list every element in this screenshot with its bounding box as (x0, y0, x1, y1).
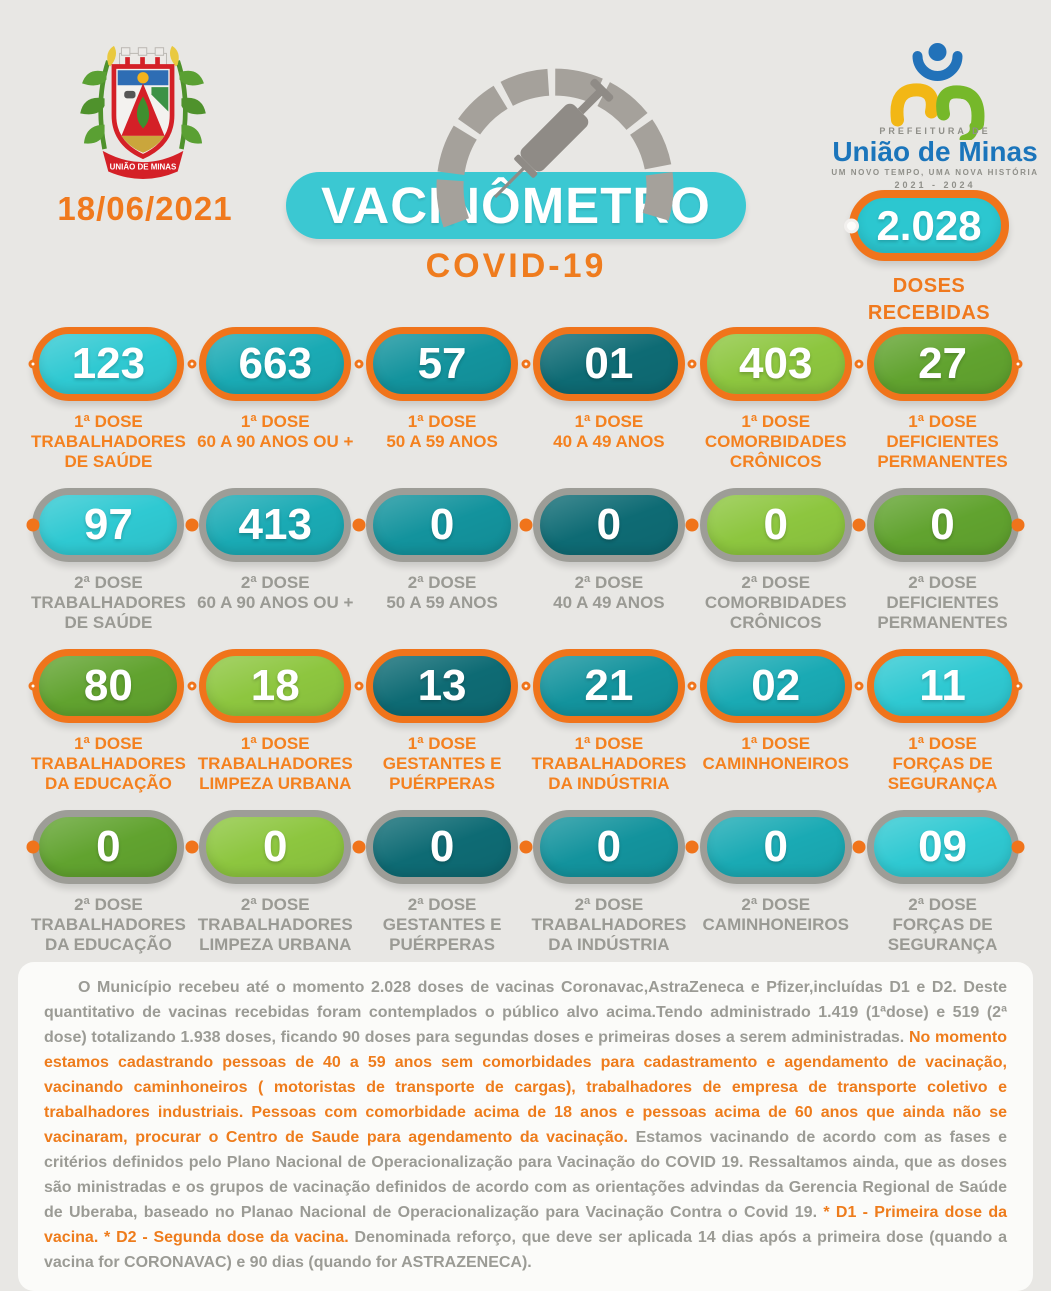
dose-cell (192, 488, 359, 633)
dose-label (358, 734, 526, 794)
dose-pill (32, 488, 184, 562)
dose-label (525, 412, 693, 452)
connector-dot (519, 841, 532, 854)
dose-value: 663 (238, 339, 312, 388)
dose-line: 1ª DOSE (407, 734, 477, 753)
dose-cell (359, 649, 526, 794)
dose-label (525, 895, 693, 955)
dose-pill (533, 488, 685, 562)
footer-segment: No momento estamos cadastrando pessoas de 40 a 59 anos sem comorbidades para cadastramento e agendamento de vacinação, vacinando caminhoneiros ( motoristas de transporte de cargas), trabalhadores de empresa de transporte coletivo e trabalhadores industriais. Pessoas com comorbidade acima de 18 anos e pessoas acima de 60 anos que ainda não se vacinaram, procurar o Centro de Saude para agendamento da vacinação. (44, 1029, 1007, 1146)
connector-dot (1014, 360, 1023, 369)
dose-line: 2ª DOSE (741, 895, 811, 914)
group-line: COMORBIDADES CRÔNICOS (704, 593, 847, 633)
dose-label (859, 734, 1027, 794)
dose-cell (25, 488, 192, 633)
grid-row-cells (25, 810, 1026, 955)
connector-dot (855, 682, 864, 691)
dose-cell (25, 810, 192, 955)
dose-label (191, 895, 359, 955)
corn-stalk-left (80, 46, 116, 149)
connector-dot (521, 360, 530, 369)
dose-cell (192, 649, 359, 794)
dose-value: 0 (96, 822, 121, 871)
dose-label (859, 412, 1027, 472)
footer-segment: * D1 - Primeira dose da vacina. * D2 - Segunda dose da vacina. (44, 1204, 1007, 1246)
dose-pill (867, 327, 1019, 401)
logo-name: União de Minas (832, 136, 1038, 167)
gauge-icon (400, 32, 710, 237)
dose-cell (692, 327, 859, 472)
dose-cell (192, 327, 359, 472)
dose-cell (859, 327, 1026, 472)
prefeitura-logo-icon (845, 40, 1030, 140)
dose-label (191, 412, 359, 452)
dose-value: 21 (584, 661, 634, 710)
group-line: TRABALHADORES DE SAÚDE (30, 432, 186, 472)
group-line: DEFICIENTES PERMANENTES (877, 432, 1008, 472)
connector-dot (27, 519, 40, 532)
connector-dot (354, 360, 363, 369)
grid-row-cells (25, 649, 1026, 794)
dose-value: 09 (918, 822, 968, 871)
connector-dot (187, 682, 196, 691)
dose-value: 0 (262, 822, 288, 871)
dose-cell (525, 810, 692, 955)
dose-value: 0 (763, 500, 788, 549)
grid-row-cells (25, 327, 1026, 472)
footer-segment: Denominada reforço, que deve ser aplicada 14 dias após a primeira dose (quando a vacina for CORONAVAC) e 90 dias (quando for ASTRAZENECA). (44, 1229, 1008, 1271)
dose-pill (366, 327, 518, 401)
dose-pill (32, 810, 184, 884)
dose-pill (32, 649, 184, 723)
dose-line: 1ª DOSE (574, 412, 644, 431)
dose-label (692, 734, 860, 774)
page-title: VACINÔMETRO (321, 177, 711, 234)
connector-dot (686, 519, 699, 532)
dose-cell (692, 810, 859, 955)
group-line: TRABALHADORES LIMPEZA URBANA (197, 754, 353, 794)
dose-value: 57 (417, 339, 467, 388)
connector-dot (29, 360, 38, 369)
group-line: 40 A 49 ANOS (553, 432, 665, 452)
grid-row (25, 327, 1026, 488)
dose-label (525, 573, 693, 613)
dose-line: 2ª DOSE (908, 573, 977, 592)
group-line: TRABALHADORES DA INDÚSTRIA (531, 754, 687, 794)
dose-line: 1ª DOSE (74, 734, 143, 753)
dose-value: 123 (71, 339, 146, 388)
footer-segment: Estamos vacinando de acordo com as fases e critérios definidos pelo Plano Nacional de Operacionalização para Vacinação do COVID 19. Ressaltamos ainda, que as doses são ministradas e os grupos de vacinação definidos de acordo com as orientações advindas da Gerencia Regional de Saúde de Uberaba, baseado no Planao Nacional de Operacionalização para Vacinação Contra o Covid 19. (44, 1129, 1007, 1221)
dose-value: 02 (751, 661, 801, 710)
group-line: TRABALHADORES LIMPEZA URBANA (197, 915, 353, 955)
group-line: CAMINHONEIROS (702, 754, 849, 774)
grid-row-cells (25, 488, 1026, 633)
dose-line: 1ª DOSE (240, 734, 310, 753)
logo-term: 2021 - 2024 (894, 180, 976, 190)
logo-pretitle: PREFEITURA DE (879, 126, 991, 136)
dose-value: 27 (918, 339, 968, 388)
dose-label (191, 573, 359, 613)
dose-line: 2ª DOSE (574, 573, 644, 592)
dose-label (859, 573, 1027, 633)
dose-cell (859, 810, 1026, 955)
dose-pill (700, 488, 852, 562)
connector-dot (853, 519, 866, 532)
doses-received-label: DOSES RECEBIDAS (867, 275, 991, 324)
dose-value: 0 (596, 822, 622, 871)
footer-paragraph (44, 975, 1007, 1275)
dose-cell (359, 810, 526, 955)
dose-cell (192, 810, 359, 955)
footer-panel (18, 962, 1033, 1291)
crest-caption: UNIÃO DE MINAS (109, 162, 177, 172)
grid-row (25, 810, 1026, 971)
dose-label (358, 412, 526, 452)
dose-pill (199, 810, 351, 884)
dose-line: 2ª DOSE (240, 895, 310, 914)
group-line: TRABALHADORES DA INDÚSTRIA (531, 915, 687, 955)
dose-value: 18 (250, 661, 300, 710)
connector-dot (27, 841, 40, 854)
connector-dot (519, 519, 532, 532)
dose-pill (867, 488, 1019, 562)
dose-grid (25, 327, 1026, 971)
connector-dot (855, 360, 864, 369)
group-line: TRABALHADORES DE SAÚDE (30, 593, 186, 633)
dose-cell (525, 649, 692, 794)
group-line: TRABALHADORES DA EDUCAÇÃO (30, 754, 186, 794)
group-line: FORÇAS DE SEGURANÇA (887, 915, 998, 955)
connector-dot (354, 682, 363, 691)
dose-value: 403 (739, 339, 813, 388)
connector-dot (187, 360, 196, 369)
dose-pill (700, 649, 852, 723)
dose-cell (359, 327, 526, 472)
connector-dot (185, 519, 198, 532)
group-line: 60 A 90 ANOS OU + (197, 593, 354, 613)
dose-pill (533, 810, 685, 884)
dose-label (24, 895, 192, 955)
dose-pill (199, 649, 351, 723)
dose-value: 13 (417, 661, 467, 710)
group-line: GESTANTES E PUÉRPERAS (382, 915, 502, 955)
shield (114, 67, 172, 157)
dose-line: 2ª DOSE (908, 895, 977, 914)
covid19-subtitle: COVID-19 (425, 247, 607, 285)
connector-dot (29, 682, 38, 691)
dose-line: 2ª DOSE (240, 573, 310, 592)
dose-line: 1ª DOSE (240, 412, 310, 431)
dose-line: 2ª DOSE (407, 573, 477, 592)
connector-dot (352, 519, 365, 532)
group-line: 50 A 59 ANOS (386, 593, 498, 613)
dose-cell (525, 327, 692, 472)
dose-label (191, 734, 359, 794)
dose-label (24, 573, 192, 633)
dose-label (525, 734, 693, 794)
dose-cell (359, 488, 526, 633)
dose-pill (366, 810, 518, 884)
dose-pill (199, 488, 351, 562)
municipal-crest (72, 44, 214, 194)
dose-pill (366, 649, 518, 723)
dose-pill (533, 649, 685, 723)
dose-cell (692, 649, 859, 794)
group-line: 50 A 59 ANOS (386, 432, 498, 452)
logo-tagline: UM NOVO TEMPO, UMA NOVA HISTÓRIA (831, 168, 1039, 177)
dose-label (692, 895, 860, 935)
dose-line: 1ª DOSE (908, 734, 977, 753)
dose-pill (867, 649, 1019, 723)
dose-value: 413 (238, 500, 312, 549)
dose-label (358, 895, 526, 955)
mural-crown (120, 48, 167, 67)
dose-line: 1ª DOSE (741, 412, 811, 431)
group-line: COMORBIDADES CRÔNICOS (704, 432, 847, 472)
dose-cell (25, 649, 192, 794)
dose-label (692, 573, 860, 633)
connector-dot (686, 841, 699, 854)
person-blue (918, 43, 958, 76)
dose-line: 2ª DOSE (74, 895, 143, 914)
connector-dot (1012, 841, 1025, 854)
dose-label (24, 734, 192, 794)
dose-line: 1ª DOSE (741, 734, 811, 753)
dose-value: 0 (596, 500, 622, 549)
dose-cell (692, 488, 859, 633)
group-line: TRABALHADORES DA EDUCAÇÃO (30, 915, 186, 955)
dose-line: 1ª DOSE (908, 412, 977, 431)
dose-value: 11 (919, 661, 966, 710)
group-line: 40 A 49 ANOS (553, 593, 665, 613)
group-line: 60 A 90 ANOS OU + (197, 432, 354, 452)
group-line: CAMINHONEIROS (702, 915, 849, 935)
dose-line: 1ª DOSE (574, 734, 644, 753)
dose-line: 1ª DOSE (407, 412, 477, 431)
dose-value: 80 (83, 661, 133, 710)
dose-line: 2ª DOSE (574, 895, 644, 914)
group-line: GESTANTES E PUÉRPERAS (382, 754, 502, 794)
dose-cell (859, 488, 1026, 633)
dose-pill (700, 327, 852, 401)
dose-cell (525, 488, 692, 633)
dose-value: 97 (83, 500, 133, 549)
dose-pill (867, 810, 1019, 884)
dose-label (24, 412, 192, 472)
connector-dot (1014, 682, 1023, 691)
dose-value: 0 (930, 500, 955, 549)
footer-segment: O Município recebeu até o momento 2.028 doses de vacinas Coronavac,AstraZeneca e Pfizer,incluídas D1 e D2. Deste quantitativo de vacinas recebidas foram contemplados o público alvo acima.Tendo administrado 1.419 (1ªdose) e 519 (2ª dose) totalizando 1.938 doses, ficando 90 doses para segundas doses e primeiras doses a serem administradas. (44, 979, 1007, 1046)
dose-cell (859, 649, 1026, 794)
person-yellow (897, 90, 932, 120)
dose-pill (32, 327, 184, 401)
corn-stalk-right (170, 46, 206, 149)
dose-pill (700, 810, 852, 884)
dose-pill (199, 327, 351, 401)
group-line: FORÇAS DE SEGURANÇA (887, 754, 998, 794)
dose-value: 0 (429, 822, 455, 871)
dose-pill (366, 488, 518, 562)
dose-line: 2ª DOSE (407, 895, 477, 914)
connector-dot (1012, 519, 1025, 532)
dose-cell (25, 327, 192, 472)
dose-pill (533, 327, 685, 401)
dose-value: 0 (429, 500, 455, 549)
connector-dot (185, 841, 198, 854)
dose-value: 0 (763, 822, 788, 871)
grid-row (25, 488, 1026, 649)
report-date: 18/06/2021 (57, 190, 233, 227)
dose-label (859, 895, 1027, 955)
dose-label (358, 573, 526, 613)
group-line: DEFICIENTES PERMANENTES (877, 593, 1008, 633)
syringe-icon (484, 77, 615, 208)
connector-dot (688, 360, 697, 369)
dose-line: 2ª DOSE (741, 573, 811, 592)
doses-received-pill (849, 190, 1009, 261)
dose-label (692, 412, 860, 472)
dose-line: 1ª DOSE (74, 412, 143, 431)
dose-line: 2ª DOSE (74, 573, 143, 592)
connector-dot (521, 682, 530, 691)
grid-row (25, 649, 1026, 810)
connector-dot (352, 841, 365, 854)
dose-value: 01 (584, 339, 634, 388)
doses-received-value: 2.028 (876, 201, 982, 249)
connector-dot (688, 682, 697, 691)
connector-dot (853, 841, 866, 854)
